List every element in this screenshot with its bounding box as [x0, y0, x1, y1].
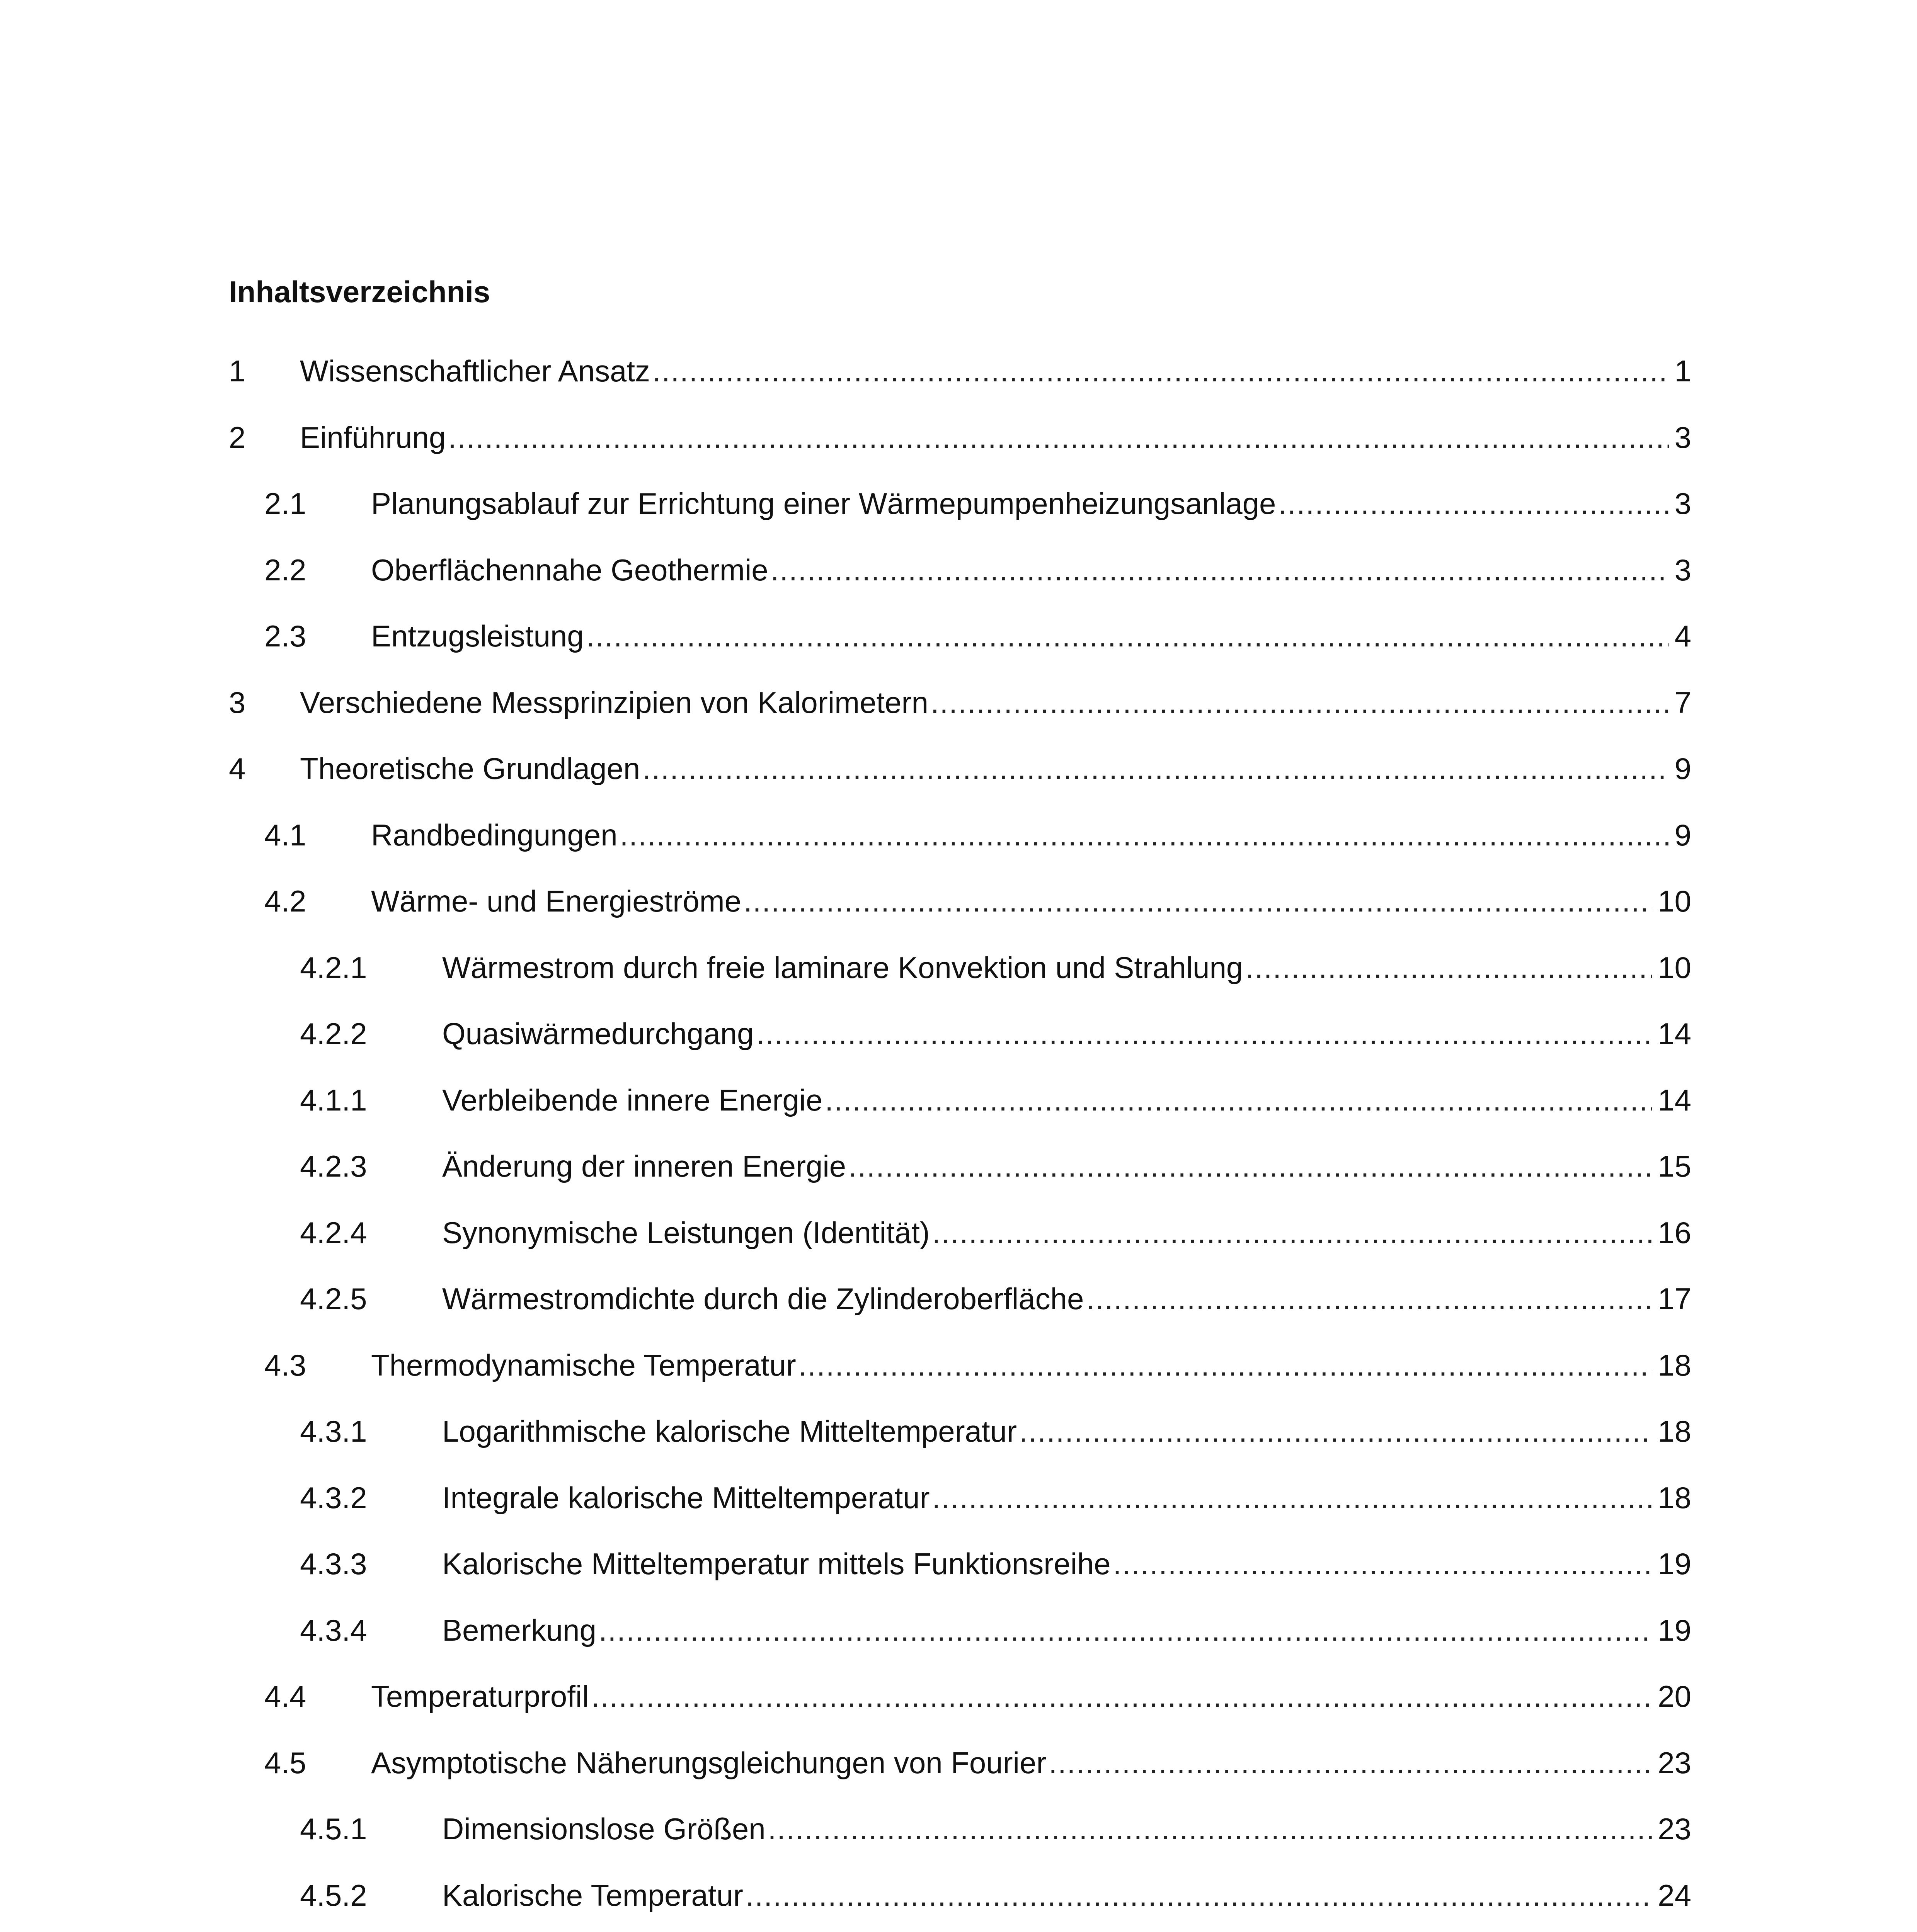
toc-dot-leader: [848, 1145, 1652, 1187]
toc-dot-leader: [756, 1012, 1652, 1055]
toc-entry[interactable]: [264, 1742, 1691, 1784]
toc-entry-page: 7: [1674, 685, 1691, 719]
toc-entry-page: 23: [1658, 1812, 1691, 1846]
toc-entry-number: 4.2.4: [300, 1215, 367, 1250]
toc-dot-leader: [652, 350, 1669, 392]
toc-dot-leader: [620, 814, 1669, 856]
toc-entry-title: Synonymische Leistungen (Identität): [442, 1215, 930, 1250]
toc-entry-title: Wissenschaftlicher Ansatz: [300, 354, 650, 388]
toc-entry-number: 4.2.5: [300, 1282, 367, 1316]
toc-entry[interactable]: [300, 946, 1691, 989]
toc-entry-title: Oberflächennahe Geothermie: [371, 553, 768, 587]
toc-entry[interactable]: [300, 1543, 1691, 1585]
toc-entry-number: 4.3.2: [300, 1480, 367, 1515]
toc-dot-leader: [746, 1874, 1652, 1917]
toc-entry-page: 9: [1674, 818, 1691, 852]
toc-entry-title: Einführung: [300, 420, 446, 454]
toc-entry-title: Asymptotische Näherungsgleichungen von Fourier: [371, 1745, 1047, 1780]
toc-entry-title: Entzugsleistung: [371, 619, 584, 653]
toc-entry-number: 4: [229, 752, 246, 786]
toc-entry-page: 3: [1674, 486, 1691, 520]
toc-entry-title: Wärmestrom durch freie laminare Konvektion und Strahlung: [442, 950, 1243, 985]
toc-entry-number: 4.3.4: [300, 1613, 367, 1647]
toc-entry-page: 3: [1674, 553, 1691, 587]
toc-entry-title: Verbleibende innere Energie: [442, 1083, 823, 1117]
toc-entry-title: Verschiedene Messprinzipien von Kalorimetern: [300, 685, 928, 719]
toc-entry[interactable]: [300, 1211, 1691, 1254]
toc-entry-number: 2: [229, 420, 246, 454]
toc-dot-leader: [642, 747, 1669, 790]
toc-entry-page: 14: [1658, 1083, 1691, 1117]
toc-dot-leader: [1245, 946, 1652, 989]
toc-entry[interactable]: [300, 1012, 1691, 1055]
toc-entry[interactable]: [300, 1874, 1691, 1917]
toc-entry[interactable]: [300, 1410, 1691, 1452]
toc-entry-page: 19: [1658, 1613, 1691, 1647]
toc-dot-leader: [771, 549, 1669, 591]
toc-entry[interactable]: [229, 416, 1691, 459]
toc-entry-title: Logarithmische kalorische Mitteltemperatur: [442, 1414, 1017, 1448]
toc-dot-leader: [586, 615, 1669, 657]
toc-dot-leader: [599, 1609, 1652, 1651]
toc-entry-title: Dimensionslose Größen: [442, 1812, 766, 1846]
toc-entry-number: 1: [229, 354, 246, 388]
toc-dot-leader: [825, 1079, 1652, 1121]
toc-entry-title: Wärme- und Energieströme: [371, 884, 742, 918]
toc-dot-leader: [1113, 1543, 1653, 1585]
toc-entry-page: 14: [1658, 1017, 1691, 1051]
toc-entry[interactable]: [300, 1808, 1691, 1850]
toc-entry[interactable]: [300, 1609, 1691, 1651]
toc-entry-page: 9: [1674, 752, 1691, 786]
toc-entry-page: 23: [1658, 1745, 1691, 1780]
toc-entry-number: 2.2: [264, 553, 306, 587]
toc-entry-page: 19: [1658, 1547, 1691, 1581]
toc-entry-number: 3: [229, 685, 246, 719]
toc-entry-title: Kalorische Mitteltemperatur mittels Funktionsreihe: [442, 1547, 1111, 1581]
toc-entry-page: 18: [1658, 1348, 1691, 1382]
toc-dot-leader: [931, 681, 1669, 724]
toc-entry-number: 4.5.2: [300, 1878, 367, 1912]
toc-entry-page: 4: [1674, 619, 1691, 653]
toc-entry-number: 4.1: [264, 818, 306, 852]
toc-entry-page: 18: [1658, 1480, 1691, 1515]
toc-dot-leader: [932, 1476, 1653, 1519]
toc-entry-number: 4.4: [264, 1679, 306, 1713]
toc-entry-page: 3: [1674, 420, 1691, 454]
toc-entry[interactable]: [300, 1079, 1691, 1121]
toc-entry[interactable]: [264, 549, 1691, 591]
toc-entry[interactable]: [264, 482, 1691, 525]
toc-entry[interactable]: [264, 1344, 1691, 1386]
toc-entry-number: 4.2.2: [300, 1017, 367, 1051]
toc-entry-page: 24: [1658, 1878, 1691, 1912]
toc-dot-leader: [591, 1675, 1653, 1718]
toc-entry-number: 4.3.3: [300, 1547, 367, 1581]
toc-heading: Inhaltsverzeichnis: [229, 275, 490, 309]
toc-dot-leader: [448, 416, 1669, 459]
toc-entry-page: 10: [1658, 884, 1691, 918]
toc-entry-page: 20: [1658, 1679, 1691, 1713]
toc-entry-number: 4.5: [264, 1745, 306, 1780]
toc-entry-title: Integrale kalorische Mitteltemperatur: [442, 1480, 930, 1515]
toc-entry-number: 4.1.1: [300, 1083, 367, 1117]
toc-entry[interactable]: [229, 681, 1691, 724]
toc-entry-number: 2.3: [264, 619, 306, 653]
toc-entry-number: 4.2.3: [300, 1149, 367, 1183]
toc-dot-leader: [798, 1344, 1653, 1386]
toc-entry-title: Kalorische Temperatur: [442, 1878, 743, 1912]
toc-entry-page: 18: [1658, 1414, 1691, 1448]
toc-entry[interactable]: [229, 350, 1691, 392]
toc-entry-number: 4.3.1: [300, 1414, 367, 1448]
toc-entry[interactable]: [264, 814, 1691, 856]
toc-entry-number: 4.5.1: [300, 1812, 367, 1846]
toc-entry[interactable]: [229, 747, 1691, 790]
toc-entry[interactable]: [264, 880, 1691, 922]
toc-dot-leader: [932, 1211, 1653, 1254]
toc-dot-leader: [744, 880, 1652, 922]
toc-entry-number: 4.2: [264, 884, 306, 918]
toc-entry-title: Wärmestromdichte durch die Zylinderoberfläche: [442, 1282, 1084, 1316]
toc-entry-number: 2.1: [264, 486, 306, 520]
toc-entry[interactable]: [300, 1145, 1691, 1187]
toc-entry-title: Bemerkung: [442, 1613, 596, 1647]
toc-entry-page: 1: [1674, 354, 1691, 388]
toc-dot-leader: [1086, 1277, 1652, 1320]
toc-entry[interactable]: [264, 615, 1691, 657]
toc-entry-title: Planungsablauf zur Errichtung einer Wärmepumpenheizungsanlage: [371, 486, 1276, 520]
toc-entry[interactable]: [300, 1277, 1691, 1320]
toc-entry[interactable]: [300, 1476, 1691, 1519]
toc-entry-number: 4.3: [264, 1348, 306, 1382]
toc-entry-title: Temperaturprofil: [371, 1679, 589, 1713]
toc-entry-page: 16: [1658, 1215, 1691, 1250]
toc-entry-page: 10: [1658, 950, 1691, 985]
toc-dot-leader: [1019, 1410, 1652, 1452]
toc-entry-page: 15: [1658, 1149, 1691, 1183]
toc-entry-title: Thermodynamische Temperatur: [371, 1348, 796, 1382]
toc-entry-title: Randbedingungen: [371, 818, 618, 852]
toc-entry-title: Änderung der inneren Energie: [442, 1149, 846, 1183]
toc-entry-title: Theoretische Grundlagen: [300, 752, 640, 786]
toc-entry-page: 17: [1658, 1282, 1691, 1316]
toc-entry-title: Quasiwärmedurchgang: [442, 1017, 754, 1051]
toc-entry-number: 4.2.1: [300, 950, 367, 985]
toc-dot-leader: [1278, 482, 1669, 525]
toc-dot-leader: [768, 1808, 1653, 1850]
toc-dot-leader: [1049, 1742, 1652, 1784]
toc-entry[interactable]: [264, 1675, 1691, 1718]
